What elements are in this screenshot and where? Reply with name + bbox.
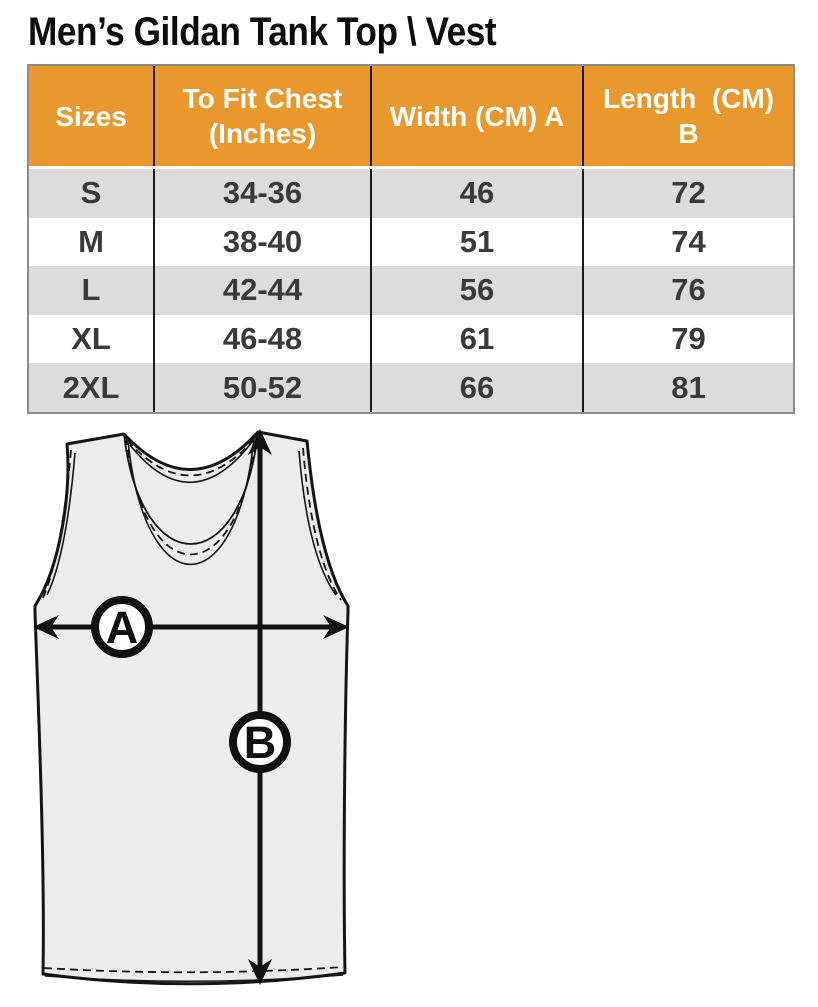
chest-cell: 50-52 — [153, 363, 370, 412]
width-cell: 61 — [370, 315, 582, 364]
size-cell: 2XL — [62, 369, 120, 405]
table-row — [29, 266, 793, 315]
table-row — [29, 169, 793, 218]
page-title: Men’s Gildan Tank Top \ Vest — [28, 10, 497, 54]
width-cell: 56 — [370, 266, 582, 315]
size-cell: L — [81, 272, 101, 308]
size-cell: S — [80, 175, 102, 211]
width-label: A — [105, 602, 139, 653]
table-body — [29, 169, 793, 412]
chest-cell: 46-48 — [153, 315, 370, 364]
length-label: B — [243, 717, 277, 768]
width-cell: 51 — [370, 218, 582, 267]
header-line: Width (CM) A — [389, 100, 565, 132]
header-width — [370, 66, 582, 166]
tank-top-diagram — [22, 422, 372, 1007]
header-line: Length (CM) — [602, 83, 775, 114]
size-chart-table — [27, 64, 795, 414]
header-length — [582, 66, 793, 166]
length-cell: 72 — [582, 169, 793, 218]
size-cell: M — [78, 223, 104, 259]
chest-cell: 38-40 — [153, 218, 370, 267]
table-row — [29, 363, 793, 412]
tank-outline — [35, 432, 348, 984]
chest-cell: 42-44 — [153, 266, 370, 315]
length-cell: 76 — [582, 266, 793, 315]
length-cell: 79 — [582, 315, 793, 364]
chest-cell: 34-36 — [153, 169, 370, 218]
header-chest — [153, 66, 370, 166]
header-sizes — [29, 66, 153, 166]
width-cell: 66 — [370, 363, 582, 412]
header-line: B — [678, 118, 699, 149]
header-line: (Inches) — [208, 118, 317, 149]
header-line: To Fit Chest — [182, 83, 343, 114]
size-cell: XL — [71, 321, 111, 357]
length-cell: 74 — [582, 218, 793, 267]
length-cell: 81 — [582, 363, 793, 412]
width-cell: 46 — [370, 169, 582, 218]
header-line: Sizes — [55, 100, 127, 132]
table-row — [29, 315, 793, 364]
table-header-row — [29, 66, 793, 169]
table-row — [29, 218, 793, 267]
